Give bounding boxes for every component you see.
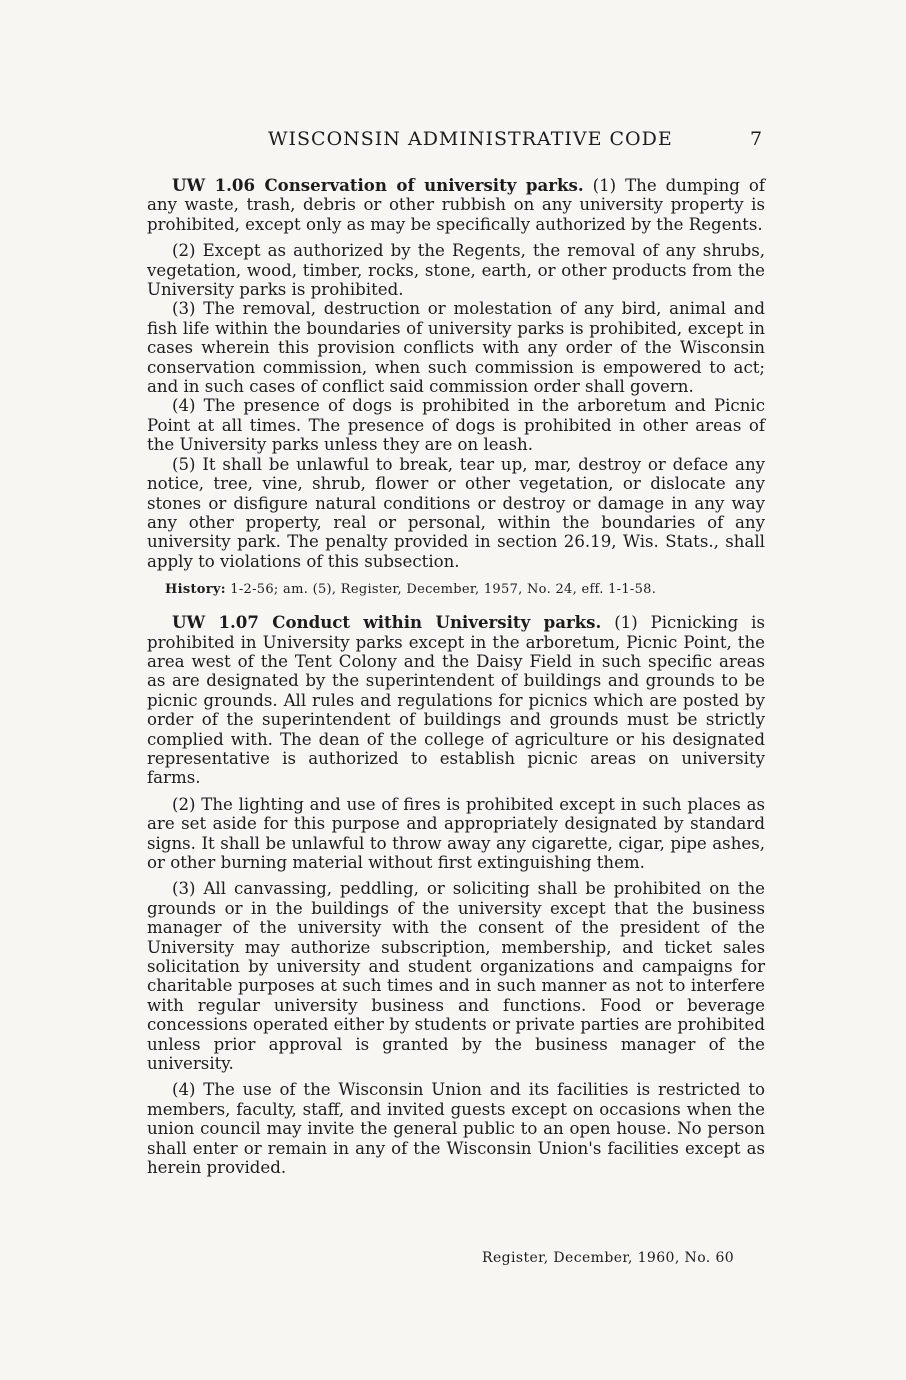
page-body xyxy=(147,176,765,1178)
history-note xyxy=(147,581,765,599)
section-1-07-paragraph-4: (4) The use of the Wisconsin Union and its facilities is restricted to members, faculty, staff, and invited guests except on occasions when the union council may invite the general public to an open house. No person shall enter or remain in any of the Wisconsin Union's facilities except as herein provided. xyxy=(147,1080,765,1178)
section-1-06-paragraph-5: (5) It shall be unlawful to break, tear up, mar, destroy or deface any notice, tree, vine, shrub, flower or other vegetation, or dislocate any stones or disfigure natural conditions or destroy or damage in any way any other property, real or personal, within the boundaries of any university park. The penalty provided in section 26.19, Wis. Stats., shall apply to violations of this subsection. xyxy=(147,454,765,571)
page-number: 7 xyxy=(750,128,763,150)
history-text: 1-2-56; am. (5), Register, December, 1957, No. 24, eff. 1-1-58. xyxy=(230,582,657,598)
history-label: History: xyxy=(165,582,226,598)
section-1-06-paragraph-4: (4) The presence of dogs is prohibited in the arboretum and Picnic Point at all times. The presence of dogs is prohibited in other areas of the University parks unless they are on leash. xyxy=(147,396,765,455)
section-1-06-paragraph-1 xyxy=(147,176,765,234)
section-1-07-heading: UW 1.07 Conduct within University parks. xyxy=(172,612,602,633)
section-1-06-text-1: (1) The dumping of any waste, trash, debris or other rubbish on any university property is prohibited, except only as may be specifically authorized by the Regents. xyxy=(147,176,765,234)
section-1-06-heading: UW 1.06 Conservation of university parks. xyxy=(172,175,584,195)
section-1-06-paragraph-2: (2) Except as authorized by the Regents, the removal of any shrubs, vegetation, wood, timber, rocks, stone, earth, or other products from the University parks is prohibited. xyxy=(147,241,765,300)
page-header-title: WISCONSIN ADMINISTRATIVE CODE xyxy=(268,128,673,150)
section-1-07-paragraph-3: (3) All canvassing, peddling, or soliciting shall be prohibited on the grounds or in the buildings of the university except that the business manager of the university with the consent of the president of the University may authorize subscription, membership, and ticket sales solicitation by university and student organizations and campaigns for charitable purposes at such times and in such manner as not to interfere with regular university business and functions. Food or beverage concessions operated either by students or private parties are prohibited unless prior approval is granted by the business manager of the university. xyxy=(147,879,765,1074)
section-1-06-paragraph-3: (3) The removal, destruction or molestation of any bird, animal and fish life within the boundaries of university parks is prohibited, except in cases wherein this provision conflicts with any order of the Wisconsin conservation commission, when such commission is empowered to act; and in such cases of conflict said commission order shall govern. xyxy=(147,299,765,397)
section-1-07-paragraph-2: (2) The lighting and use of fires is prohibited except in such places as are set aside for this purpose and appropriately designated by standard signs. It shall be unlawful to throw away any cigarette, cigar, pipe ashes, or other burning material without first extinguishing them. xyxy=(147,794,765,872)
register-footer: Register, December, 1960, No. 60 xyxy=(482,1250,735,1266)
section-1-07-text-1: (1) Picnicking is prohibited in University parks except in the arboretum, Picnic Point, the area west of the Tent Colony and the Daisy Field in such specific areas as are designated by the superintendent of buildings and grounds to be picnic grounds. All rules and regulations for picnics which are posted by order of the superintendent of buildings and grounds must be strictly complied with. The dean of the college of agriculture or his designated representative is authorized to establish picnic areas on university farms. xyxy=(147,613,765,788)
section-1-07-paragraph-1 xyxy=(147,613,765,788)
